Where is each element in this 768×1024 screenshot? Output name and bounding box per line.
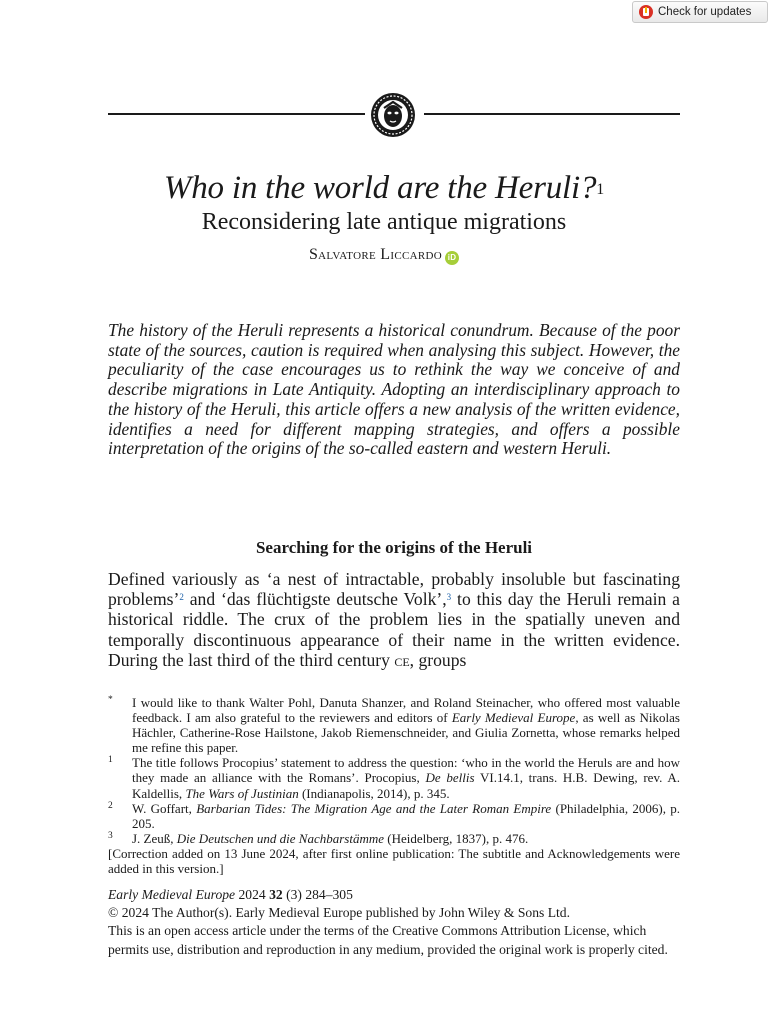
check-for-updates-label: Check for updates [658, 6, 752, 18]
copyright-line: © 2024 The Author(s). Early Medieval Europe published by John Wiley & Sons Ltd. [108, 905, 570, 921]
license-text: This is an open access article under the terms of the Creative Commons Attribution License, which permits use, distribution and reproduction in any medium, provided the original work is properly cited. [108, 923, 668, 957]
header-rule-right [424, 113, 680, 115]
abstract: The history of the Heruli represents a historical conundrum. Because of the poor state of the sources, caution is required when analysing this subject. However, the peculiarity of the case encourages us to rethink the way we conceive of and describe migrations in Late Antiquity. Adopting an interdisciplinary approach to the history of the Heruli, this article offers a new analysis of the written evidence, identifies a need for different mapping strategies, and offers a possible interpretation of the origins of the so-called eastern and western Heruli. [108, 320, 680, 459]
article-subtitle: Reconsidering late antique migrations [201, 209, 567, 235]
section-heading: Searching for the origins of the Heruli [255, 538, 533, 557]
era-abbrev: ce [394, 649, 410, 670]
footnote-ref-2[interactable]: 2 [179, 592, 184, 603]
body-text-4: , groups [409, 649, 467, 670]
crossmark-icon [639, 5, 653, 19]
article-title [0, 168, 768, 208]
citation-block [108, 886, 680, 959]
footnote-mark: 1 [108, 755, 113, 766]
body-paragraph [108, 569, 680, 670]
footnote-mark: 2 [108, 800, 113, 811]
check-for-updates-button[interactable] [632, 1, 768, 23]
footnote-1: 1 The title follows Procopius’ statement to address the question: ‘who in the world the Heruls are and how they made an alliance with the Romans’. Procopius, De bellis VI.14.1, trans. H.B. Dewing, rev. A. Kaldellis, The Wars of Justinian (Indianapolis, 2014), p. 345. [108, 755, 680, 801]
title-footnote-ref[interactable]: 1 [596, 181, 605, 198]
footnote-3: 3 J. Zeuß, Die Deutschen und die Nachbarstämme (Heidelberg, 1837), p. 476. [108, 830, 529, 846]
footnote-star: * I would like to thank Walter Pohl, Danuta Shanzer, and Roland Steinacher, who offered most valuable feedback. I am also grateful to the reviewers and editors of Early Medieval Europe, as well as Nikolas Hächler, Catherine-Rose Hailstone, Jakob Riemenschneider, and Giulia Zornetta, whose remarks helped me refine this paper. [108, 695, 680, 756]
author-name[interactable]: Salvatore Liccardo [308, 246, 442, 263]
journal-citation: Early Medieval Europe 2024 32 (3) 284–305 [108, 887, 353, 902]
title-text: Who in the world are the Heruli? [163, 170, 597, 206]
footnote-mark: 3 [108, 830, 113, 841]
body-text-1: Defined variously as ‘a nest of intractable, probably insoluble but fascinating problems’ [108, 569, 680, 610]
footnote-ref-3[interactable]: 3 [446, 592, 452, 603]
author-line [0, 244, 768, 266]
footnotes [108, 695, 680, 876]
footnote-mark: * [108, 695, 113, 705]
journal-seal-icon [370, 92, 416, 138]
body-text-3: to this day the Heruli remain a historical riddle. The crux of the problem lies in the spatially uneven and temporally discontinuous appearance of their name in the written evidence. During the last third of the third century [108, 589, 680, 670]
correction-note: [Correction added on 13 June 2024, after first online publication: The subtitle and Acknowledgements were added in this version.] [108, 845, 680, 877]
header-rule-left [108, 113, 365, 115]
body-text-2: and ‘das flüchtigste deutsche Volk’, [183, 589, 447, 610]
footnote-2: 2 W. Goffart, Barbarian Tides: The Migration Age and the Later Roman Empire (Philadelphia, 2006), p. 205. [108, 800, 680, 831]
orcid-icon[interactable]: iD [445, 251, 459, 265]
